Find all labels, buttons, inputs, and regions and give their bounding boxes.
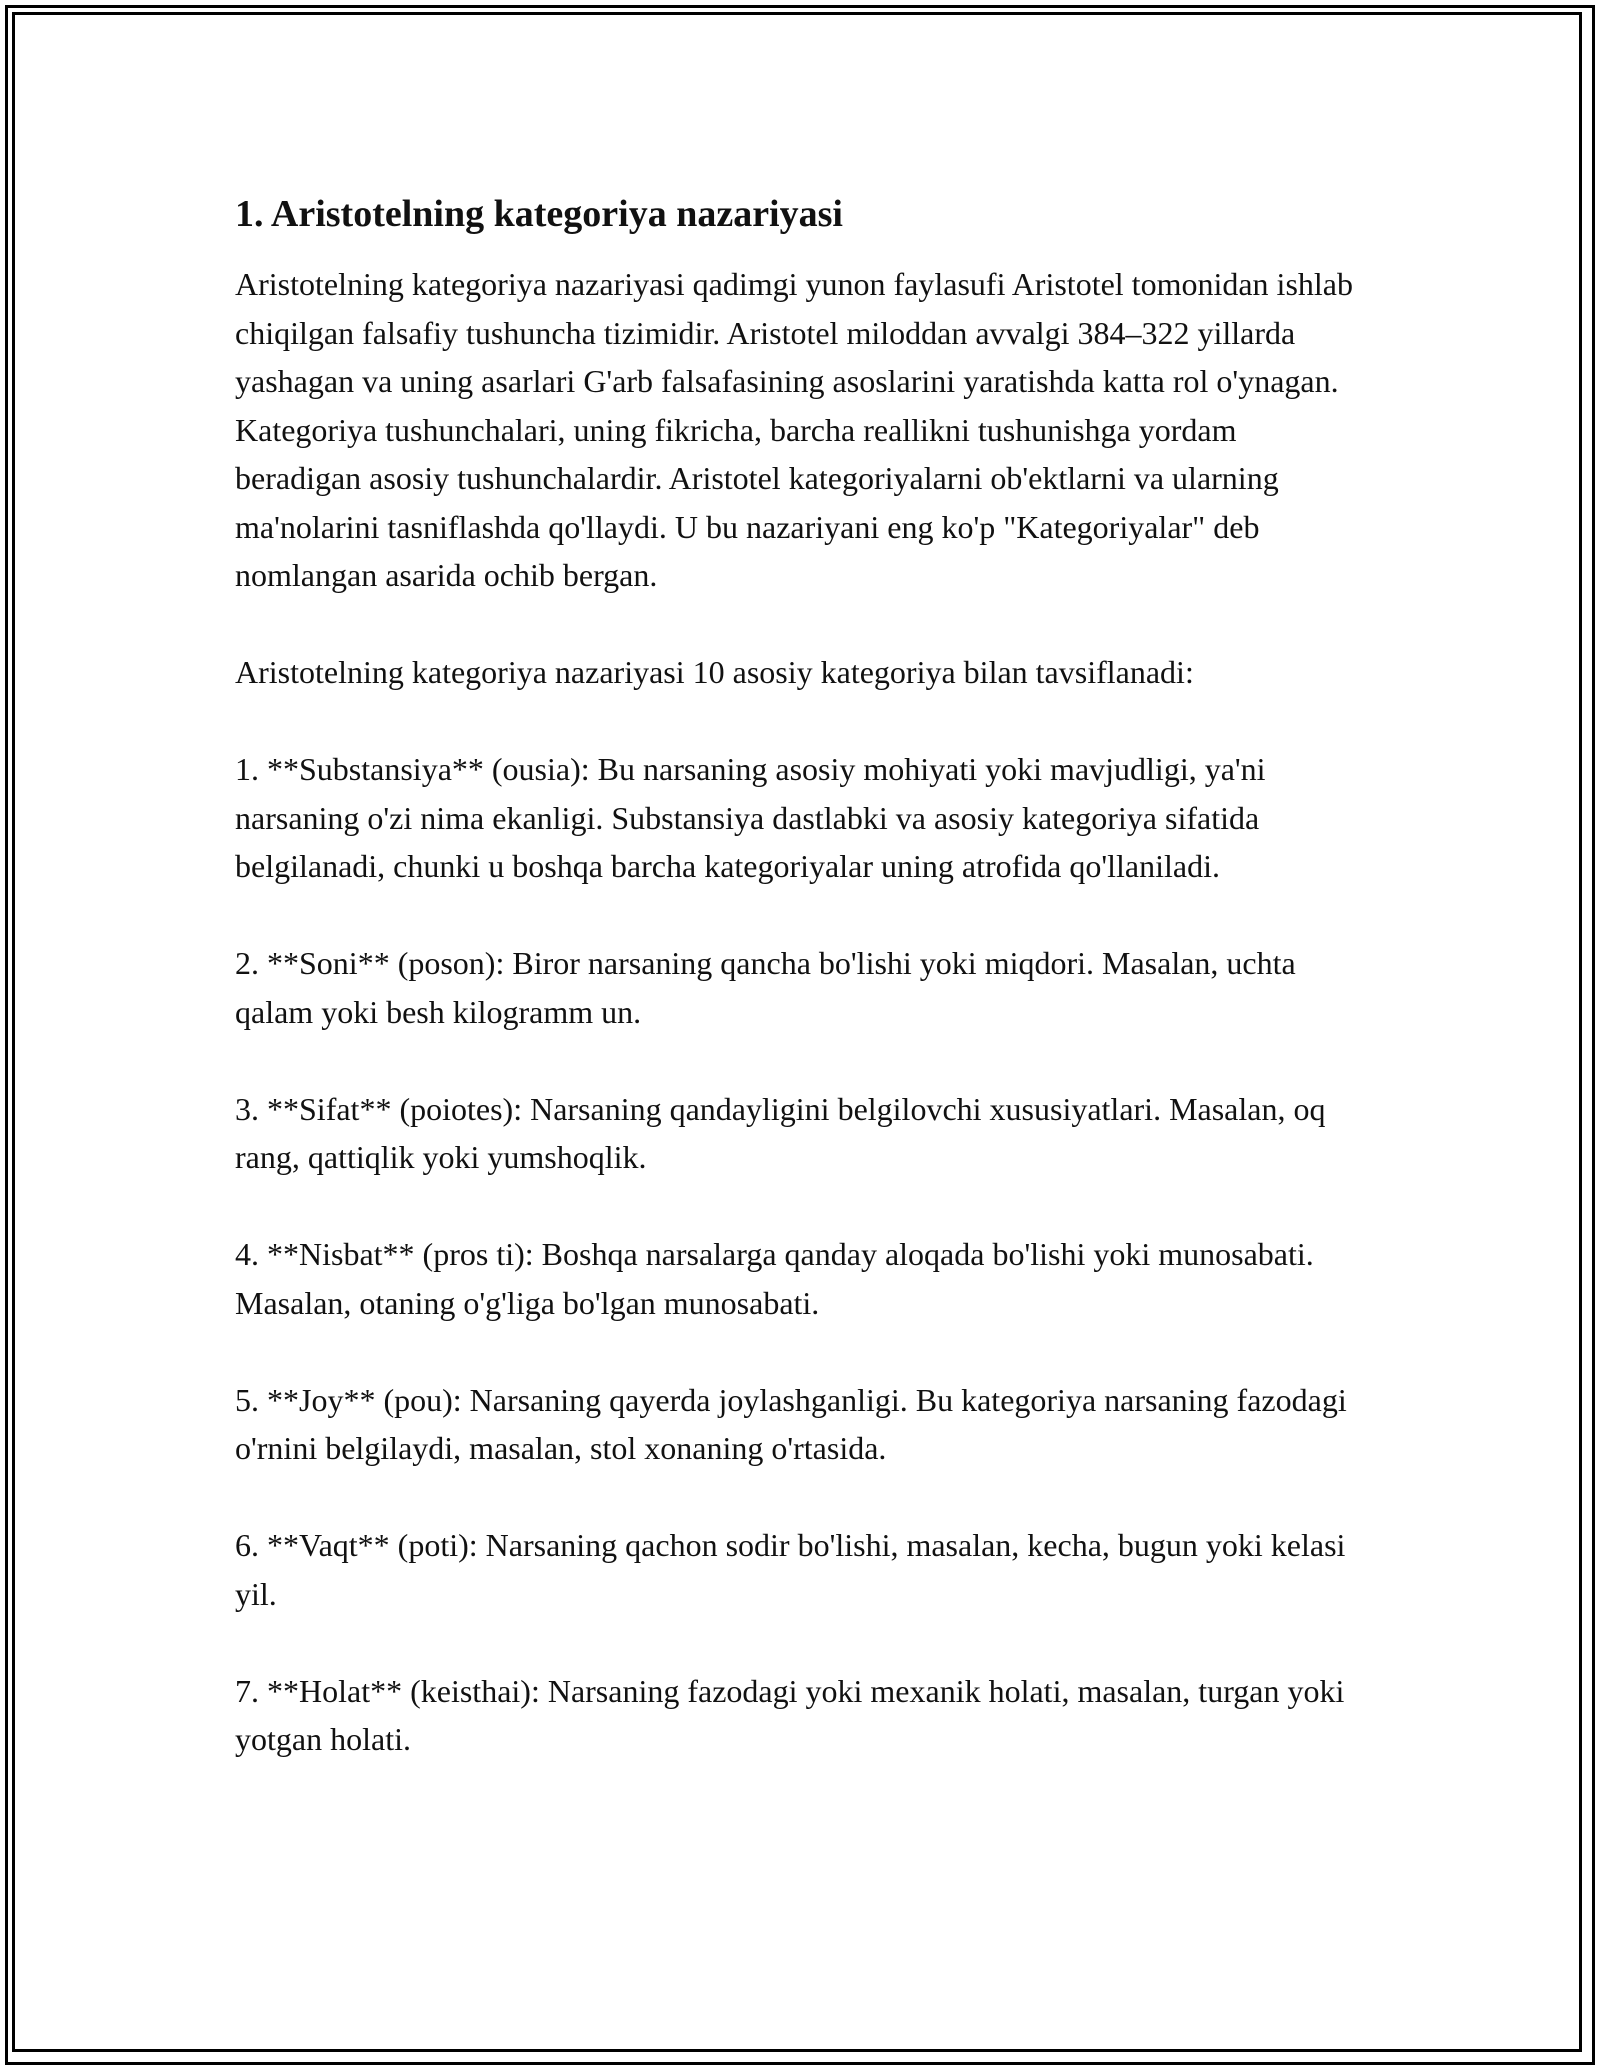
category-item-vaqt: 6. **Vaqt** (poti): Narsaning qachon sodir bo'lishi, masalan, kecha, bugun yoki kelasi yil. [235,1527,1346,1612]
category-item-soni: 2. **Soni** (poson): Biror narsaning qancha bo'lishi yoki miqdori. Masalan, uchta qalam yoki besh kilogramm un. [235,945,1296,1030]
category-item-joy: 5. **Joy** (pou): Narsaning qayerda joylashganligi. Bu kategoriya narsaning fazodagi o'rnini belgilaydi, masalan, stol xonaning o'rtasida. [235,1381,1347,1466]
category-item-holat: 7. **Holat** (keisthai): Narsaning fazodagi yoki mexanik holati, masalan, turgan yoki yotgan holati. [235,1672,1345,1757]
document-body [235,190,1365,1812]
document-title: 1. Aristotelning kategoriya nazariyasi [235,193,843,235]
category-item-sifat: 3. **Sifat** (poiotes): Narsaning qandayligini belgilovchi xususiyatlari. Masalan, oq rang, qattiqlik yoki yumshoqlik. [235,1090,1326,1175]
intro-paragraph: Aristotelning kategoriya nazariyasi qadimgi yunon faylasufi Aristotel tomonidan ishlab chiqilgan falsafiy tushuncha tizimidir. Aristotel miloddan avvalgi 384–322 yillarda yashagan va uning asarlari G'arb falsafasining asoslarini yaratishda katta rol o'ynagan. Kategoriya tushunchalari, uning fikricha, barcha reallikni tushunishga yordam beradigan asosiy tushunchalardir. Aristotel kategoriyalarni ob'ektlarni va ularning ma'nolarini tasniflashda qo'llaydi. U bu nazariyani eng ko'p "Kategoriyalar" deb nomlangan asarida ochib bergan. [235,266,1353,593]
category-item-nisbat: 4. **Nisbat** (pros ti): Boshqa narsalarga qanday aloqada bo'lishi yoki munosabati. Masalan, otaning o'g'liga bo'lgan munosabati. [235,1236,1314,1321]
category-item-substansiya: 1. **Substansiya** (ousia): Bu narsaning asosiy mohiyati yoki mavjudligi, ya'ni narsaning o'zi nima ekanligi. Substansiya dastlabki va asosiy kategoriya sifatida belgilanadi, chunki u boshqa barcha kategoriyalar uning atrofida qo'llaniladi. [235,751,1266,884]
lead-paragraph: Aristotelning kategoriya nazariyasi 10 asosiy kategoriya bilan tavsiflanadi: [235,654,1194,690]
